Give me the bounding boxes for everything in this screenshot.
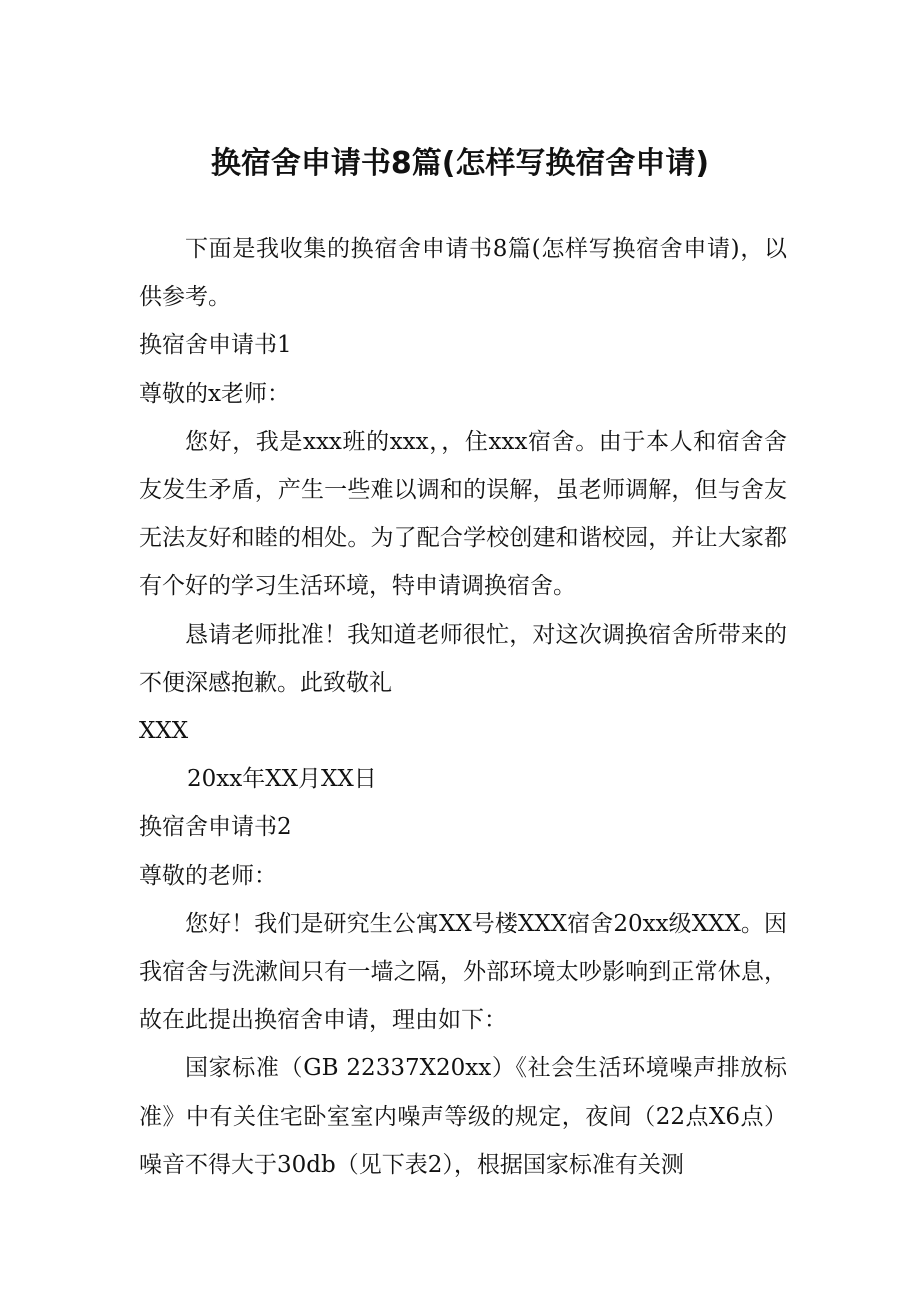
document-title: 换宿舍申请书8篇(怎样写换宿舍申请)	[210, 146, 710, 181]
letter-1-signature: XXX	[139, 718, 189, 745]
section-heading-1: 换宿舍申请书1	[139, 332, 292, 359]
document-body	[139, 225, 787, 1189]
section-heading-2: 换宿舍申请书2	[139, 814, 292, 841]
salutation-1: 尊敬的x老师：	[139, 380, 290, 407]
intro-paragraph: 下面是我收集的换宿舍申请书8篇(怎样写换宿舍申请)，以供参考。	[139, 236, 787, 311]
letter-1-closing: 恳请老师批准！我知道老师很忙，对这次调换宿舍所带来的不便深感抱歉。此致敬礼	[139, 621, 787, 696]
salutation-2: 尊敬的老师：	[139, 862, 277, 889]
letter-2-body: 您好！我们是研究生公寓XX号楼XXX宿舍20xx级XXX。因我宿舍与洗漱间只有一墙之隔，外部环境太吵影响到正常休息，故在此提出换宿舍申请，理由如下：	[139, 910, 787, 1034]
letter-1-date: 20xx年XX月XX日	[187, 766, 377, 793]
letter-2-standard: 国家标准（GB 22337X20xx）《社会生活环境噪声排放标准》中有关住宅卧室室内噪声等级的规定，夜间（22点X6点）噪音不得大于30db（见下表2），根据国家标准有关测	[139, 1055, 787, 1178]
letter-1-body: 您好，我是xxx班的xxx，，住xxx宿舍。由于本人和宿舍舍友发生矛盾，产生一些难以调和的误解，虽老师调解，但与舍友无法友好和睦的相处。为了配合学校创建和谐校园，并让大家都有个好的学习生活环境，特申请调换宿舍。	[139, 428, 787, 600]
